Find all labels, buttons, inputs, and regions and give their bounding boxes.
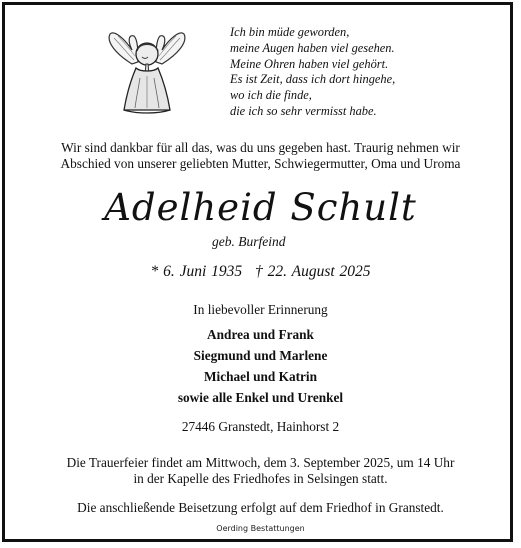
poem [230,25,395,120]
life-dates [0,262,521,282]
mourner-entry: Siegmund und Marlene [193,348,328,363]
funeral-home-credit: Oerding Bestattungen [216,524,305,533]
birth-date: * 6. Juni 1935 [150,263,243,280]
mourners-list [0,324,521,408]
praying-angel-icon [102,24,192,116]
maiden-name: geb. Burfeind [212,234,286,249]
service-line: Die Trauerfeier findet am Mittwoch, dem 3. September 2025, um 14 Uhr [66,455,455,470]
funeral-service-info [0,455,521,487]
burial-info: Die anschließende Beisetzung erfolgt auf dem Friedhof in Granstedt. [77,500,444,515]
mourner-entry: Michael und Katrin [203,369,318,384]
poem-line: meine Augen haben viel gesehen. [230,40,395,55]
deceased-name: Adelheid Schult [104,186,417,229]
poem-line: wo ich die finde, [230,88,312,103]
mourner-entry: Andrea und Frank [207,327,314,342]
intro-text [0,140,521,172]
memory-line: In liebevoller Erinnerung [193,302,328,317]
poem-line: die ich so sehr vermisst habe. [230,103,377,118]
death-date: † 22. August 2025 [255,263,371,280]
intro-line: Abschied von unserer geliebten Mutter, Schwiegermutter, Oma und Uroma [60,156,461,171]
intro-line: Wir sind dankbar für all das, was du uns gegeben hast. Traurig nehmen wir [61,140,460,155]
poem-line: Ich bin müde geworden, [230,25,350,39]
mourner-entry: sowie alle Enkel und Urenkel [177,390,344,405]
service-line: in der Kapelle des Friedhofes in Selsingen statt. [133,471,388,486]
poem-line: Es ist Zeit, dass ich dort hingehe, [230,72,396,87]
family-address: 27446 Granstedt, Hainhorst 2 [181,419,340,434]
poem-line: Meine Ohren haben viel gehört. [230,56,389,71]
